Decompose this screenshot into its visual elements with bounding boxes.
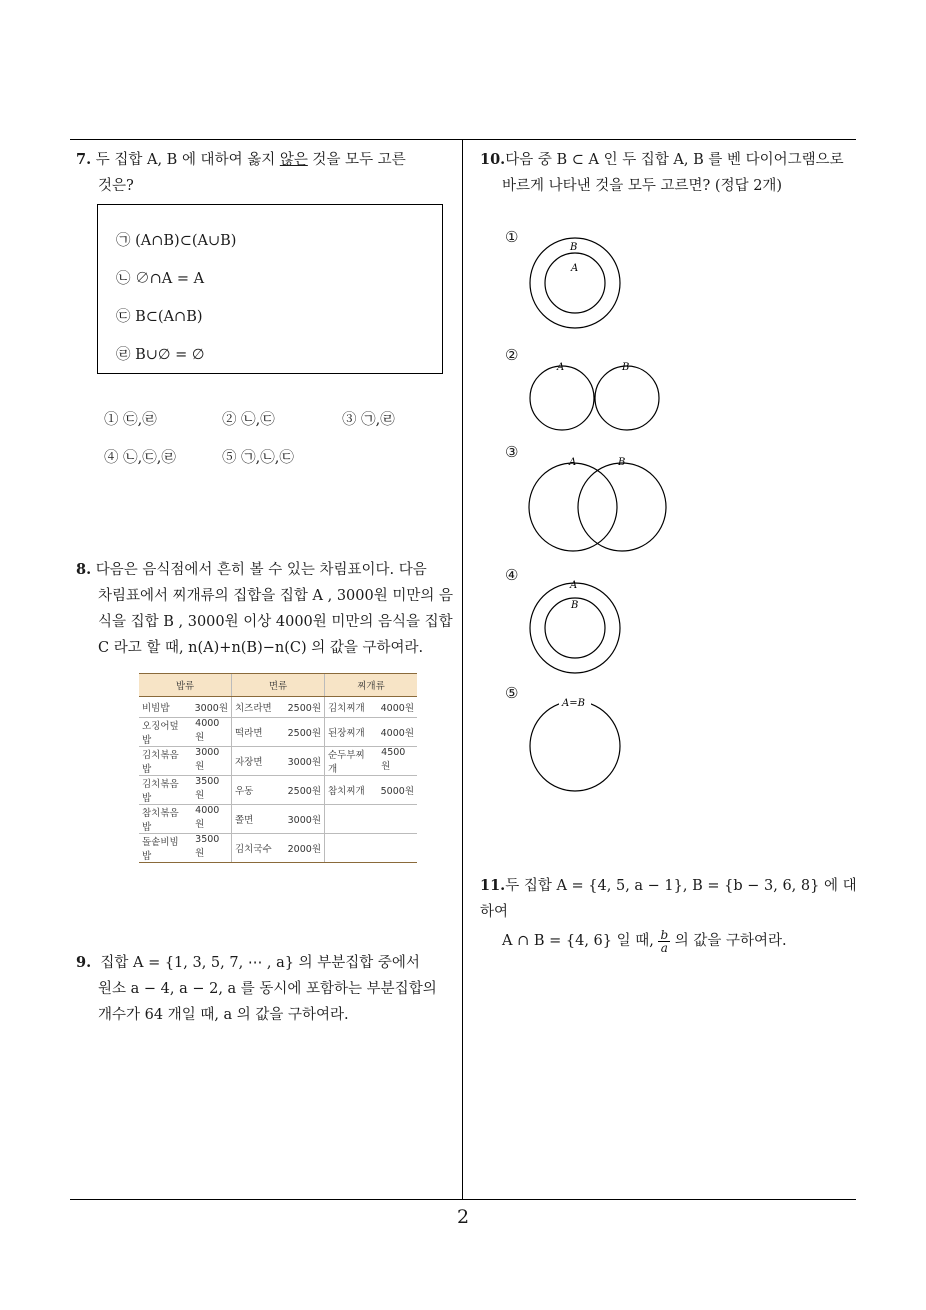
venn-diagram-equal: [525, 684, 635, 796]
menu-item-name: 자장면: [235, 757, 263, 768]
q7-statement-1: ㉠ (A∩B)⊂(A∪B): [116, 233, 237, 249]
menu-cell-content: [328, 700, 414, 714]
menu-cell-content: [235, 754, 321, 768]
left-set-label: A: [569, 457, 577, 468]
q7-choice-2[interactable]: ② ㉡,㉢: [222, 412, 275, 428]
q11-line-1: [480, 873, 860, 925]
menu-cell-content: [235, 783, 321, 797]
q9-text-1: 집합 A = {1, 3, 5, 7, ⋯ , a} 의 부분집합 중에서: [100, 955, 420, 971]
bottom-rule: [70, 1199, 856, 1200]
menu-item-name: 참치볶음밥: [142, 808, 179, 833]
q7-statement-2: ㉡ ∅∩A = A: [116, 271, 205, 287]
fraction-denominator: a: [660, 940, 668, 955]
menu-item-name: 비빔밥: [142, 703, 170, 714]
inner-set-circle: [545, 253, 605, 313]
menu-item-price: 3000원: [195, 747, 220, 772]
menu-cell: [139, 718, 232, 747]
menu-item-name: 쫄면: [235, 815, 254, 826]
menu-item-price: 3500원: [195, 834, 220, 859]
menu-cell: [139, 747, 232, 776]
menu-cell: [325, 805, 418, 834]
menu-row: [139, 834, 417, 863]
menu-cell: [139, 834, 232, 863]
menu-item-name: 김치볶음밥: [142, 779, 179, 804]
menu-item-name: 김치볶음밥: [142, 750, 179, 775]
option-number: ③: [505, 443, 519, 461]
menu-row: [139, 747, 417, 776]
q7-text-b: 것을 모두 고른: [307, 152, 406, 168]
q8-line-1: [76, 557, 460, 583]
menu-cell-content: [328, 783, 414, 797]
menu-item-name: 우동: [235, 786, 254, 797]
equal-set-label: A=B: [562, 698, 585, 709]
q10-line-1: [480, 147, 860, 173]
menu-item-price: 2000원: [287, 844, 321, 855]
question-11: [480, 873, 860, 957]
menu-cell: [139, 697, 232, 718]
q7-line-2: 것은?: [98, 178, 134, 194]
menu-header: 찌개류: [325, 674, 418, 697]
menu-cell: [232, 834, 325, 863]
left-set-circle: [529, 463, 617, 551]
q7-underlined: 않은: [279, 152, 308, 168]
menu-item-price: 4000원: [380, 703, 414, 714]
q7-choice-4[interactable]: ④ ㉡,㉢,㉣: [104, 450, 176, 466]
q8-line-2: 차림표에서 찌개류의 집합을 집합 A , 3000원 미만의 음: [98, 588, 453, 604]
option-number: ②: [505, 346, 519, 364]
venn-diagram-nested: [525, 566, 635, 678]
menu-item-price: 3000원: [287, 757, 321, 768]
option-number: ①: [505, 228, 519, 246]
top-rule: [70, 139, 856, 140]
menu-cell-content: [142, 718, 228, 746]
q7-statement-box: [97, 204, 443, 374]
option-number: ④: [505, 566, 519, 584]
menu-item-price: 4000원: [195, 805, 220, 830]
menu-cell-content: [328, 747, 414, 775]
q10-line-2: 바르게 나타낸 것을 모두 고르면? (정답 2개): [502, 178, 783, 194]
q11-number: 11.: [480, 877, 506, 894]
menu-cell: [232, 805, 325, 834]
menu-item-price: 4500원: [381, 747, 406, 772]
q7-statement-3: ㉢ B⊂(A∩B): [116, 309, 203, 325]
q10-number: 10.: [480, 151, 506, 168]
left-set-circle: [530, 366, 594, 430]
menu-item-price: 2500원: [287, 728, 321, 739]
menu-header: 면류: [232, 674, 325, 697]
menu-cell: [325, 776, 418, 805]
menu-item-name: 김치찌개: [328, 703, 365, 714]
venn-diagram-disjoint: [525, 346, 675, 436]
menu-row: [139, 776, 417, 805]
menu-item-name: 떡라면: [235, 728, 263, 739]
q7-text-a: 두 집합 A, B 에 대하여 옳지: [95, 152, 280, 168]
menu-item-name: 김치국수: [235, 844, 272, 855]
q8-line-4: C 라고 할 때, n(A)+n(B)−n(C) 의 값을 구하여라.: [98, 640, 424, 656]
menu-item-price: 5000원: [380, 786, 414, 797]
q7-statement-4: ㉣ B∪∅ = ∅: [116, 347, 205, 363]
menu-item-name: 치즈라면: [235, 703, 272, 714]
menu-item-price: 3500원: [195, 776, 220, 801]
menu-cell-content: [142, 700, 228, 714]
outer-set-label: A: [570, 580, 578, 591]
outer-set-circle: [530, 583, 620, 673]
menu-item-name: 된장찌개: [328, 728, 365, 739]
q11-text-1: 두 집합 A = {4, 5, a − 1}, B = {b − 3, 6, 8} 에 대하여: [480, 878, 857, 920]
menu-cell-content: [235, 725, 321, 739]
left-set-label: A: [557, 362, 565, 373]
menu-row: [139, 718, 417, 747]
menu-cell: [232, 747, 325, 776]
q11-text-2a: A ∩ B = {4, 6} 일 때,: [502, 933, 659, 949]
column-divider: [462, 139, 463, 1200]
q7-line-1: [76, 147, 456, 173]
q11-text-2b: 의 값을 구하여라.: [670, 933, 787, 949]
question-9: [76, 950, 460, 1028]
menu-cell: [325, 834, 418, 863]
fraction-numerator: b: [660, 927, 669, 942]
right-set-label: B: [622, 362, 630, 373]
menu-item-price: 2500원: [287, 703, 321, 714]
question-8: [76, 557, 460, 661]
menu-cell-content: [142, 747, 228, 775]
q8-line-3: 식을 집합 B , 3000원 이상 4000원 미만의 음식을 집합: [98, 614, 453, 630]
page-number: 2: [456, 1206, 470, 1228]
right-set-circle: [595, 366, 659, 430]
menu-item-name: 순두부찌개: [328, 750, 365, 775]
menu-cell: [325, 697, 418, 718]
fraction-b-over-a: [658, 929, 670, 954]
venn-diagram-overlap: [525, 443, 675, 555]
menu-item-price: 3000원: [194, 703, 228, 714]
q9-line-2: 원소 a − 4, a − 2, a 를 동시에 포함하는 부분집합의: [98, 981, 437, 997]
menu-cell: [139, 776, 232, 805]
q8-number: 8.: [76, 561, 92, 578]
q7-choice-5[interactable]: ⑤ ㉠,㉡,㉢: [222, 450, 294, 466]
menu-row: [139, 697, 417, 718]
inner-set-label: A: [571, 263, 579, 274]
menu-item-name: 참치찌개: [328, 786, 365, 797]
menu-cell: [325, 747, 418, 776]
menu-cell: [139, 805, 232, 834]
menu-item-price: 4000원: [380, 728, 414, 739]
menu-cell-content: [142, 776, 228, 804]
q9-line-3: 개수가 64 개일 때, a 의 값을 구하여라.: [98, 1007, 349, 1023]
menu-cell-content: [235, 812, 321, 826]
menu-cell: [232, 718, 325, 747]
q10-text-1: 다음 중 B ⊂ A 인 두 집합 A, B 를 벤 다이어그램으로: [505, 152, 844, 168]
outer-set-label: B: [570, 242, 578, 253]
menu-item-name: 오징어덮밥: [142, 721, 179, 746]
menu-header-row: [139, 674, 417, 697]
venn-diagram-nested: [525, 228, 635, 338]
q7-choice-1[interactable]: ① ㉢,㉣: [104, 412, 157, 428]
menu-cell-content: [142, 834, 228, 862]
menu-row: [139, 805, 417, 834]
question-7: [76, 147, 456, 199]
right-set-label: B: [618, 457, 626, 468]
menu-item-price: 4000원: [195, 718, 220, 743]
q7-number: 7.: [76, 151, 92, 168]
q11-line-2: [480, 925, 860, 957]
menu-cell-content: [328, 725, 414, 739]
q9-line-1: [76, 950, 460, 976]
q9-number: 9.: [76, 954, 92, 971]
q8-text-1: 다음은 음식점에서 흔히 볼 수 있는 차림표이다. 다음: [95, 562, 427, 578]
option-number: ⑤: [505, 684, 519, 702]
menu-item-price: 3000원: [287, 815, 321, 826]
question-10: [480, 147, 860, 199]
menu-header: 밥류: [139, 674, 232, 697]
q7-choice-3[interactable]: ③ ㉠,㉣: [342, 412, 395, 428]
menu-cell-content: [142, 805, 228, 833]
menu-table: [139, 673, 417, 863]
menu-cell: [232, 776, 325, 805]
menu-cell-content: [235, 700, 321, 714]
right-set-circle: [578, 463, 666, 551]
menu-cell: [232, 697, 325, 718]
set-circle: [530, 701, 620, 791]
menu-cell: [325, 718, 418, 747]
menu-item-name: 돌솥비빔밥: [142, 837, 179, 862]
menu-cell-content: [235, 841, 321, 855]
menu-item-price: 2500원: [287, 786, 321, 797]
inner-set-label: B: [571, 600, 579, 611]
